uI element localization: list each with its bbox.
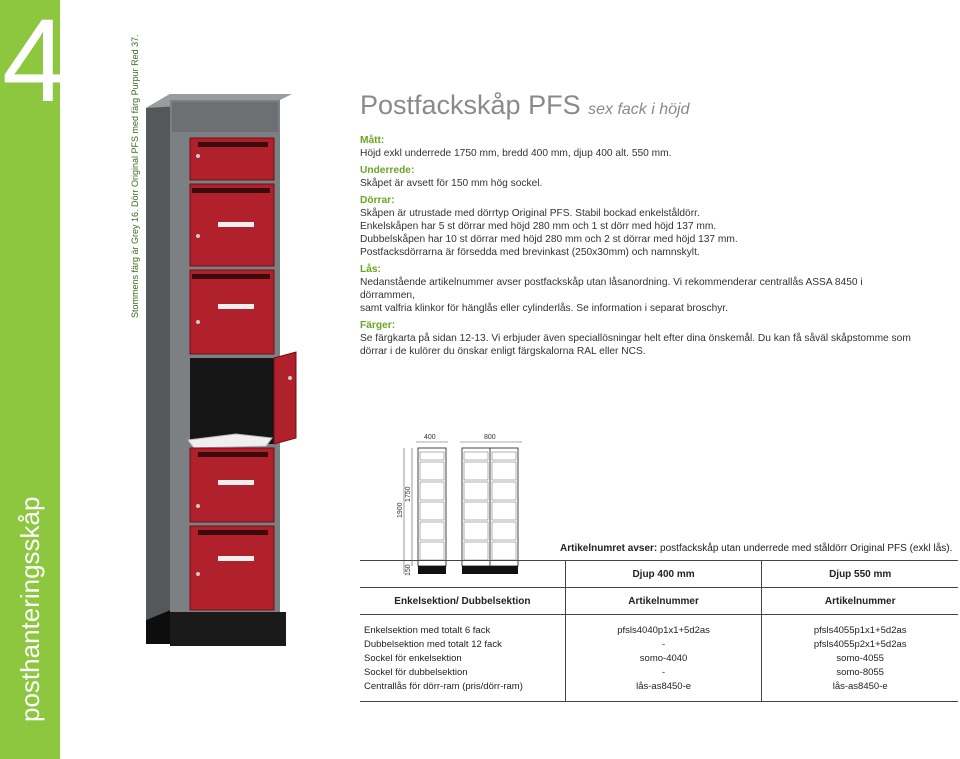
table-row: Centrallås för dörr-ram (pris/dörr-ram) lås-as8450-e lås-as8450-e: [360, 679, 958, 693]
title-subtitle: sex fack i höjd: [588, 101, 690, 118]
section-line: Skåpet är avsett för 150 mm hög sockel.: [360, 178, 543, 189]
table-row: Dubbelsektion med totalt 12 fack - pfsls4055p2x1+5d2as: [360, 637, 958, 651]
section-line: Enkelskåpen har 5 st dörrar med höjd 280 mm och 1 st dörr med höjd 137 mm.: [360, 221, 717, 232]
dim-width-single: 400: [424, 434, 436, 441]
section-heading: Lås:: [360, 264, 381, 275]
dimension-drawing: [392, 430, 532, 580]
section-line: Se färgkarta på sidan 12-13. Vi erbjuder även speciallösningar helt efter dina önskemål. Du kan få såväl skåpstomme som: [360, 333, 911, 344]
page-number: 4: [2, 0, 68, 127]
section-line: Postfacksdörrarna är försedda med brevinkast (250x30mm) och namnskylt.: [360, 247, 700, 258]
locker-photo: [140, 88, 300, 648]
section-heading: Underrede:: [360, 165, 415, 176]
depth-header-550: Djup 550 mm: [762, 561, 958, 588]
article-note-text: postfackskåp utan underrede med ståldörr Original PFS (exkl lås).: [657, 543, 953, 554]
dim-width-double: 800: [484, 434, 496, 441]
photo-caption: Stommens färg är Grey 16. Dörr Original PFS med färg Purpur Red 37.: [130, 34, 140, 318]
page-title: [360, 90, 690, 121]
article-note: [560, 543, 952, 554]
table-header-row: [360, 588, 958, 615]
title-main: Postfackskåp PFS: [360, 90, 581, 120]
section-heading: Dörrar:: [360, 195, 395, 206]
col-header-art-400: Artikelnummer: [565, 588, 762, 615]
table-depth-row: [360, 561, 958, 588]
table-row: Enkelsektion med totalt 6 fack pfsls4040p1x1+5d2as pfsls4055p1x1+5d2as: [360, 623, 958, 637]
section-line: Höjd exkl underrede 1750 mm, bredd 400 mm, djup 400 alt. 550 mm.: [360, 148, 672, 159]
table-row: Sockel för enkelsektion somo-4040 somo-4055: [360, 651, 958, 665]
dim-height-base: 150: [405, 564, 412, 576]
section-heading: Mått:: [360, 135, 385, 146]
spec-sections: [360, 134, 920, 358]
section-line: Dubbelskåpen har 10 st dörrar med höjd 280 mm och 2 st dörrar med höjd 137 mm.: [360, 234, 738, 245]
section-line: Nedanstående artikelnummer avser postfackskåp utan låsanordning. Vi rekommenderar centrallås ASSA 8450 i dörrammen,: [360, 277, 863, 301]
dim-height-total: 1900: [397, 502, 404, 518]
side-label: posthanteringsskåp: [15, 496, 45, 722]
depth-header-400: Djup 400 mm: [565, 561, 762, 588]
section-line: samt valfria klinkor för hänglås eller cylinderlås. Se information i separat broschyr.: [360, 303, 729, 314]
article-note-label: Artikelnumret avser:: [560, 543, 658, 554]
sidebar-band: [0, 0, 68, 759]
col-header-section: Enkelsektion/ Dubbelsektion: [394, 595, 531, 607]
dim-height-cabinet: 1750: [405, 486, 412, 502]
section-heading: Färger:: [360, 320, 396, 331]
table-row: Sockel för dubbelsektion - somo-8055: [360, 665, 958, 679]
article-table: [360, 560, 958, 702]
col-header-art-550: Artikelnummer: [762, 588, 958, 615]
section-line: dörrar i de kulörer du önskar enligt färgskalorna RAL eller NCS.: [360, 346, 646, 357]
section-line: Skåpen är utrustade med dörrtyp Original PFS. Stabil bockad enkelståldörr.: [360, 208, 700, 219]
